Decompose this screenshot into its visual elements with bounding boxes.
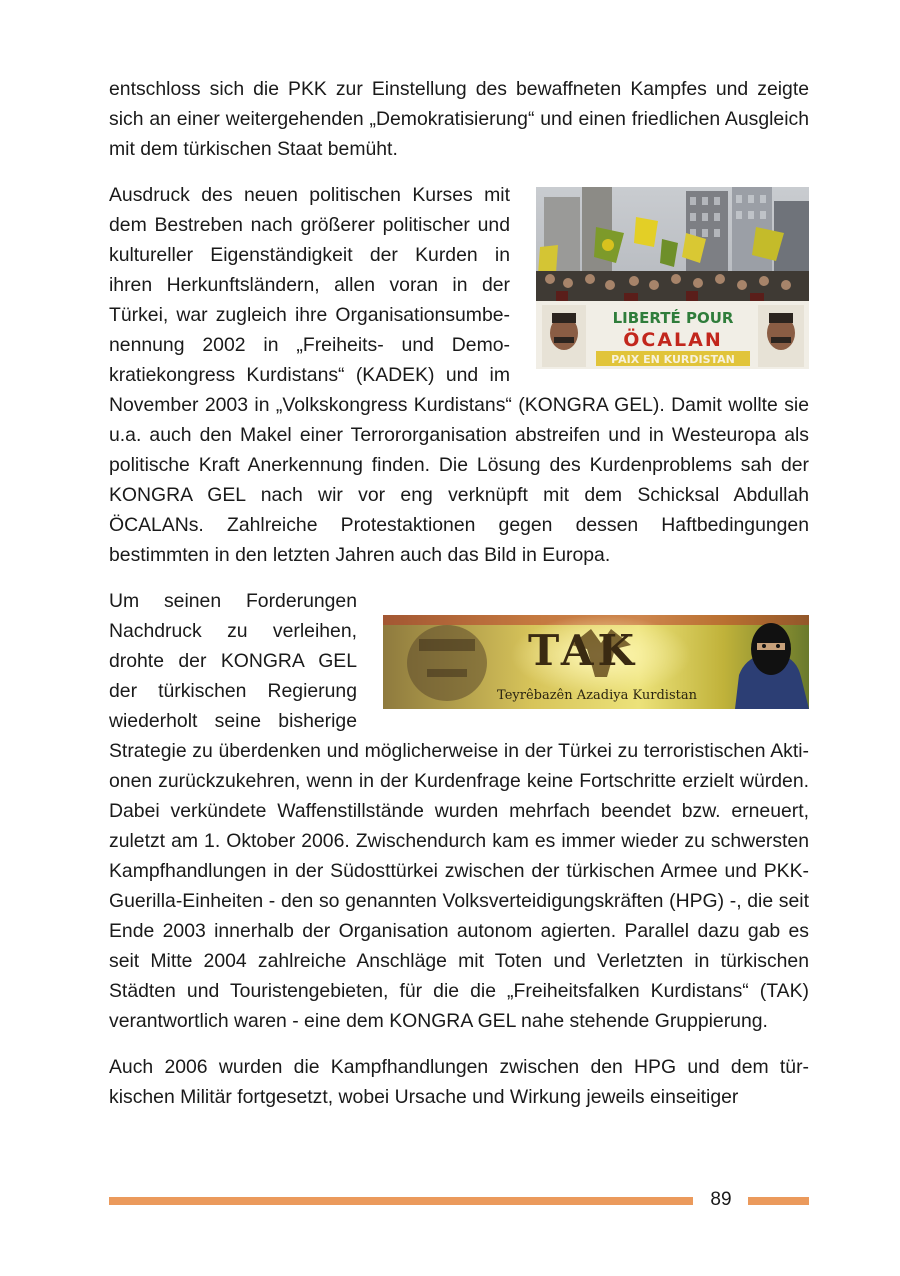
tak-subtitle-text: Teyrêbazên Azadiya Kurdistan	[497, 688, 697, 703]
paragraph-4: Auch 2006 wurden die Kampfhandlungen zwischen den HPG und dem türkischen Militär fortgesetzt, wobei Ursache und Wirkung jeweils einseitiger	[109, 1056, 809, 1108]
photo-protest-demonstration	[536, 187, 809, 374]
paragraph-1: entschloss sich die PKK zur Einstellung des bewaffneten Kampfes und zeigte sich an einer weitergehenden „Demokratisierung“ und einen friedlichen Ausgleich mit dem türkischen Staat bemüht.	[109, 78, 809, 160]
paragraph-3: Um seinen Forderungen Nachdruck zu verleihen, drohte der KONGRA GEL der türkischen Regierung wiederholt seine bisherige Strategie zu überdenken und möglicherweise in der Türkei zu terroristischen Aktionen zurückzukehren, wenn in der Kurdenfrage keine Fortschritte erzielt würden. Dabei verkündete Waffenstillstände wurden mehrfach beendet bzw. erneuert, zuletzt am 1. Oktober 2006. Zwischendurch kam es immer wieder zu schwersten Kampfhandlungen in der Südosttürkei zwischen der türkischen Armee und PKK-Guerilla-Einheiten - den so genannten Volksverteidigungskräften (HPG) -, die seit Ende 2003 innerhalb der Organisation autonom agierten. Parallel dazu gab es seit Mitte 2004 zahlreiche Anschläge mit Toten und Verletzten in türkischen Städten und Touristengebieten, für die die „Freiheitsfalken Kurdistans“ (TAK) verantwortlich waren - eine dem KONGRA GEL nahe stehende Gruppierung.	[109, 590, 809, 1032]
protest-photo-image	[536, 187, 809, 369]
photo-tak-banner	[383, 615, 809, 714]
footer-accent-bar-right	[748, 1197, 809, 1205]
footer-accent-bar-left	[109, 1197, 693, 1205]
tak-banner-image	[383, 615, 809, 709]
banner-text-line-3: PAIX EN KURDISTAN	[611, 353, 735, 366]
page-content	[109, 74, 809, 1128]
banner-text-line-1: LIBERTÉ POUR	[612, 309, 734, 327]
banner-text-line-2: ÖCALAN	[623, 329, 723, 351]
paragraph-2: Ausdruck des neuen politischen Kurses mit dem Bestreben nach größerer politischer und kultureller Eigenständigkeit der Kurden in ihren Herkunftsländern, allen voran in der Türkei, war zugleich ihre Organisationsumbenennung 2002 in „Freiheits- und Demokratiekongress Kurdistans“ (KADEK) und im November 2003 in „Volkskongress Kurdistans“ (KONGRA GEL). Damit wollte sie u.a. auch den Makel einer Terrororganisation abstreifen und in Westeuropa als politische Kraft Anerkennung finden. Die Lösung des Kurdenproblems sah der KONGRA GEL nach wir vor eng verknüpft mit dem Schicksal Abdullah ÖCALANs. Zahlreiche Protestaktionen gegen dessen Haftbedingungen bestimmten in den letzten Jahren auch das Bild in Europa.	[109, 184, 809, 566]
page-number: 89	[710, 1189, 732, 1210]
tak-logo-text: TAK	[527, 626, 639, 675]
